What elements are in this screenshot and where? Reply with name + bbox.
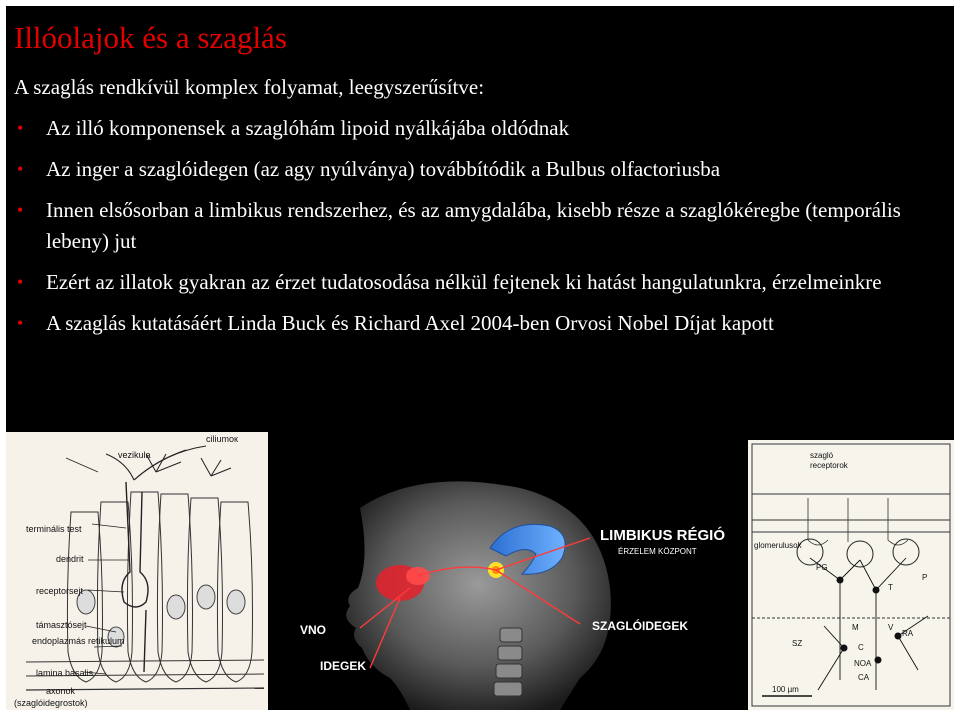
label-idegek: IDEGEK bbox=[320, 659, 367, 673]
bullet-dot-icon: • bbox=[17, 272, 24, 292]
bullet-item bbox=[14, 267, 934, 298]
label-terminalis-test: terminális test bbox=[26, 524, 82, 534]
label-c: C bbox=[858, 643, 864, 652]
label-limbikus-regio: LIMBIKUS RÉGIÓ bbox=[600, 527, 726, 544]
head-xray-image bbox=[300, 478, 740, 710]
bullet-text: Az inger a szaglóidegen (az agy nyúlványa) továbbítódik a Bulbus olfactoriusba bbox=[46, 157, 721, 181]
bullet-dot-icon: • bbox=[17, 118, 24, 138]
label-t: T bbox=[888, 583, 893, 592]
label-sz: SZ bbox=[792, 639, 803, 648]
slide-intro: A szaglás rendkívül komplex folyamat, leegyszerűsítve: bbox=[14, 75, 485, 99]
bullet-dot-icon: • bbox=[17, 200, 24, 220]
label-szaglo: szagló bbox=[810, 451, 834, 460]
bullet-text: A szaglás kutatásáért Linda Buck és Richard Axel 2004-ben Orvosi Nobel Díjat kapott bbox=[46, 311, 774, 335]
bullet-text: Innen elsősorban a limbikus rendszerhez, és az amygdalába, kisebb része a szaglókéregbe (temporális lebeny) jut bbox=[46, 198, 901, 253]
label-m: M bbox=[852, 623, 859, 632]
label-receptorsejt: receptorsejt bbox=[36, 586, 84, 596]
label-ca: CA bbox=[858, 673, 870, 682]
bullet-dot-icon: • bbox=[17, 159, 24, 179]
label-noa: NOA bbox=[854, 659, 872, 668]
label-endoplazmas-retikulum: endoplazmás retikulum bbox=[32, 636, 125, 646]
bullet-list bbox=[14, 113, 934, 349]
bullet-item bbox=[14, 195, 934, 257]
label-receptorok: receptorok bbox=[810, 461, 848, 470]
bullet-item bbox=[14, 154, 934, 185]
label-szagloidegek: SZAGLÓIDEGEK bbox=[592, 619, 689, 633]
label-vezikula: vezikula bbox=[118, 450, 151, 460]
label-dendrit: dendrit bbox=[56, 554, 84, 564]
bullet-text: Ezért az illatok gyakran az érzet tudatosodása nélkül fejtenek ki hatást hangulatunkra, érzelmeinkre bbox=[46, 270, 882, 294]
label-v: V bbox=[888, 623, 894, 632]
label-vno: VNO bbox=[300, 623, 327, 637]
label-tamasztosejt: támasztósejt bbox=[36, 620, 87, 630]
olfactory-epithelium-diagram bbox=[6, 432, 268, 710]
bullet-item bbox=[14, 308, 934, 339]
label-cilium: ciliumок bbox=[206, 434, 238, 444]
label-ra: RA bbox=[902, 629, 914, 638]
label-erzelem-kozpont: ÉRZELEM KÖZPONT bbox=[618, 547, 697, 556]
bullet-item bbox=[14, 113, 934, 144]
olfactory-bulb-diagram bbox=[748, 440, 954, 710]
bullet-text: Az illó komponensek a szaglóhám lipoid nyálkájába oldódnak bbox=[46, 116, 570, 140]
label-scale: 100 µm bbox=[772, 685, 799, 694]
slide-title: Illóolajok és a szaglás bbox=[14, 20, 287, 55]
label-pg: PG bbox=[816, 563, 828, 572]
label-p: P bbox=[922, 573, 928, 582]
label-lamina-basalis: lamina basalis bbox=[36, 668, 94, 678]
label-szagloidegrostok: (szaglóidegrostok) bbox=[14, 698, 88, 708]
label-axonok: axonok bbox=[46, 686, 76, 696]
label-glomerulusok: glomerulusok bbox=[754, 541, 802, 550]
bullet-dot-icon: • bbox=[17, 313, 24, 333]
